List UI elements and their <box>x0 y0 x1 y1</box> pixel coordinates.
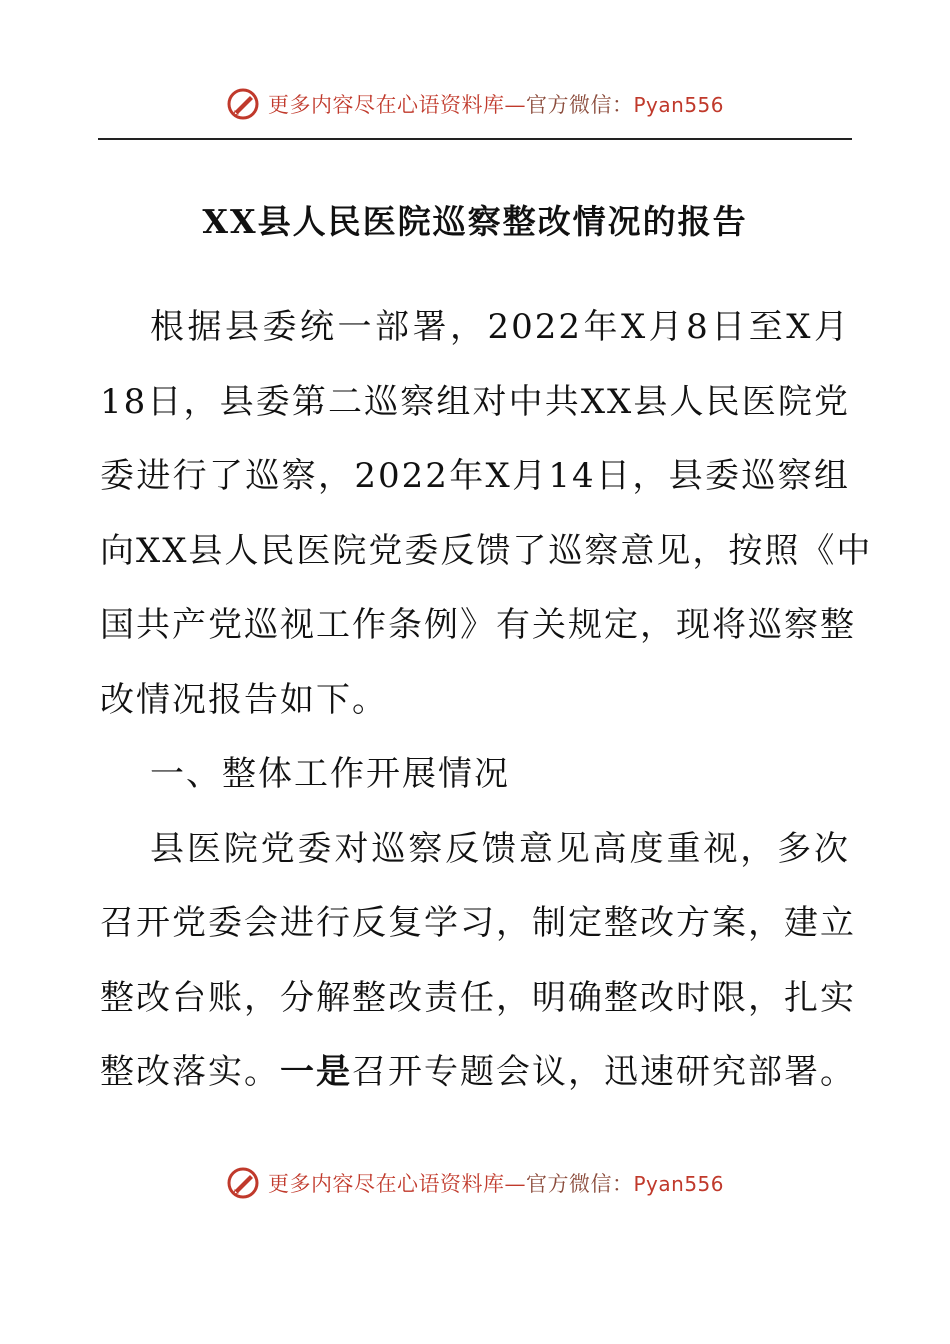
header-divider <box>98 138 852 140</box>
banner-dash: — <box>504 93 526 117</box>
document-title: XX县人民医院巡察整改情况的报告 <box>202 202 748 241</box>
banner-wechat-id: Pyan556 <box>633 93 724 117</box>
section-heading: 一、整体工作开展情况 <box>150 754 510 794</box>
banner-wechat-id: Pyan556 <box>633 1172 724 1196</box>
pen-logo-icon <box>226 87 260 121</box>
banner-brand: 更多内容尽在心语资料库 <box>267 1172 505 1196</box>
line-rest: 召开专题会议，迅速研究部署。 <box>352 1052 856 1092</box>
paragraph-line: 国共产党巡视工作条例》有关规定，现将巡察整 <box>100 605 856 645</box>
paragraph-line: 县医院党委对巡察反馈意见高度重视，多次 <box>150 828 850 869</box>
line-prefix: 整改落实。 <box>100 1052 280 1092</box>
banner-wechat-label: 官方微信： <box>525 93 634 117</box>
banner-dash: — <box>504 1172 526 1196</box>
paragraph-line <box>100 1035 856 1110</box>
paragraph-line: 根据县委统一部署，2022年X月8日至X月 <box>150 307 850 347</box>
header-banner <box>0 84 950 124</box>
paragraph-line: 向XX县人民医院党委反馈了巡察意见，按照《中 <box>100 530 873 571</box>
paragraph-line: 召开党委会进行反复学习，制定整改方案，建立 <box>100 903 856 943</box>
emphasis-text: 一是 <box>280 1052 352 1092</box>
paragraph-line: 整改台账，分解整改责任，明确整改时限，扎实 <box>100 977 856 1018</box>
paragraph-line: 18日，县委第二巡察组对中共XX县人民医院党 <box>100 381 850 422</box>
pen-logo-icon <box>226 1166 260 1200</box>
document-body <box>100 290 873 1110</box>
paragraph-line: 委进行了巡察，2022年X月14日，县委巡察组 <box>100 456 850 496</box>
banner-brand: 更多内容尽在心语资料库 <box>267 93 505 117</box>
banner-wechat-label: 官方微信： <box>525 1172 634 1196</box>
paragraph-line: 改情况报告如下。 <box>100 679 388 720</box>
footer-banner <box>0 1163 950 1203</box>
